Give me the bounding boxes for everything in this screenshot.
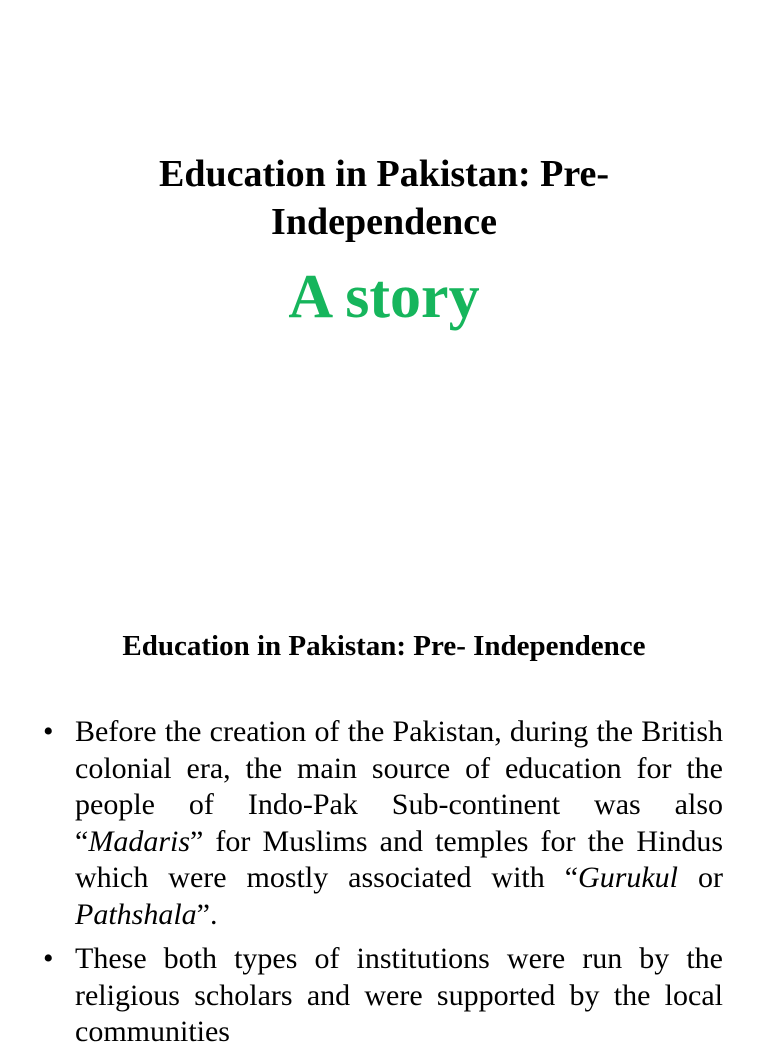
bullet-dot: • [43,715,54,748]
bullet-text-part: Before the creation of the Pakistan, during the British colonial era, the main source of education for the people of Indo-Pak Sub-continent was also “ [75,715,723,858]
slide-subtitle: A story [288,263,480,331]
bullet-list [43,714,723,1059]
italic-term: Pathshala [75,897,197,931]
slide-heading: Education in Pakistan: Pre- Independence [122,630,646,662]
bullet-item [43,941,723,1051]
bullet-text [75,714,723,933]
italic-term: Madaris [88,824,191,858]
bullet-text-part: ” for Muslims and temples for the Hindus which were mostly associated with “ [75,824,723,894]
bullet-text-part: ”. [196,897,218,931]
italic-term: Gurukul [578,861,679,894]
bullet-dot: • [43,942,54,975]
bullet-text-part: or [678,861,723,894]
bullet-item [43,714,723,933]
slide-title-heading: Education in Pakistan: Pre- Independence [158,153,610,243]
bullet-text: These both types of institutions were run by the religious scholars and were supported by the local communities [75,942,723,1048]
slide-content [0,580,768,1048]
